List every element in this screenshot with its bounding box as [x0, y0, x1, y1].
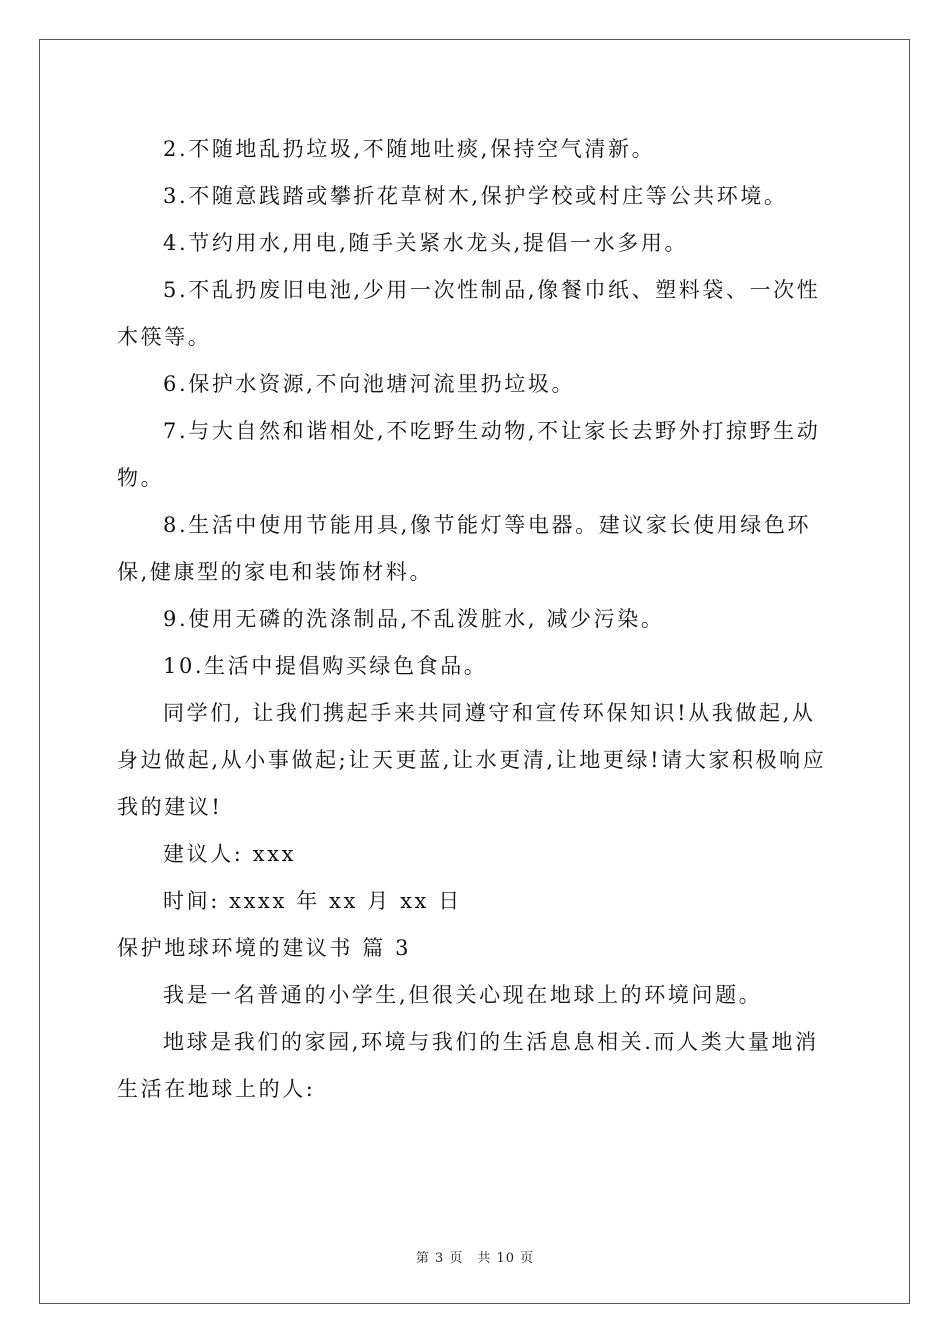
signature-line: 建议人: xxx	[163, 842, 297, 866]
paragraph: 8.生活中使用节能用具,像节能灯等电器。建议家长使用绿色环保,健康型的家电和装饰材料。	[117, 513, 812, 584]
page-footer	[0, 1247, 950, 1266]
paragraph: 4.节约用水,用电,随手关紧水龙头,提倡一水多用。	[163, 231, 689, 255]
paragraph: 地球是我们的家园,环境与我们的生活息息相关.而人类大量地消生活在地球上的人:	[117, 1030, 819, 1101]
paragraph: 6.保护水资源,不向池塘河流里扔垃圾。	[163, 372, 576, 396]
paragraph: 9.使用无磷的洗涤制品,不乱泼脏水, 减少污染。	[163, 607, 665, 631]
paragraph: 同学们, 让我们携起手来共同遵守和宣传环保知识!从我做起,从身边做起,从小事做起;让天更蓝,让水更清,让地更绿!请大家积极响应我的建议!	[117, 701, 827, 819]
paragraph: 7.与大自然和谐相处,不吃野生动物,不让家长去野外打掠野生动物。	[117, 419, 821, 490]
page-number: 第 3 页	[415, 1251, 464, 1266]
paragraph: 3.不随意践踏或攀折花草树木,保护学校或村庄等公共环境。	[163, 184, 788, 208]
paragraph: 2.不随地乱扔垃圾,不随地吐痰,保持空气清新。	[163, 137, 656, 161]
date-line: 时间: xxxx 年 xx 月 xx 日	[163, 889, 462, 913]
document-body	[117, 126, 835, 1113]
paragraph: 10.生活中提倡购买绿色食品。	[163, 654, 488, 678]
paragraph: 5.不乱扔废旧电池,少用一次性制品,像餐巾纸、塑料袋、一次性木筷等。	[117, 278, 821, 349]
page-total: 共 10 页	[477, 1251, 535, 1266]
paragraph: 我是一名普通的小学生,但很关心现在地球上的环境问题。	[163, 983, 763, 1007]
section-heading: 保护地球环境的建议书 篇 3	[117, 936, 412, 960]
